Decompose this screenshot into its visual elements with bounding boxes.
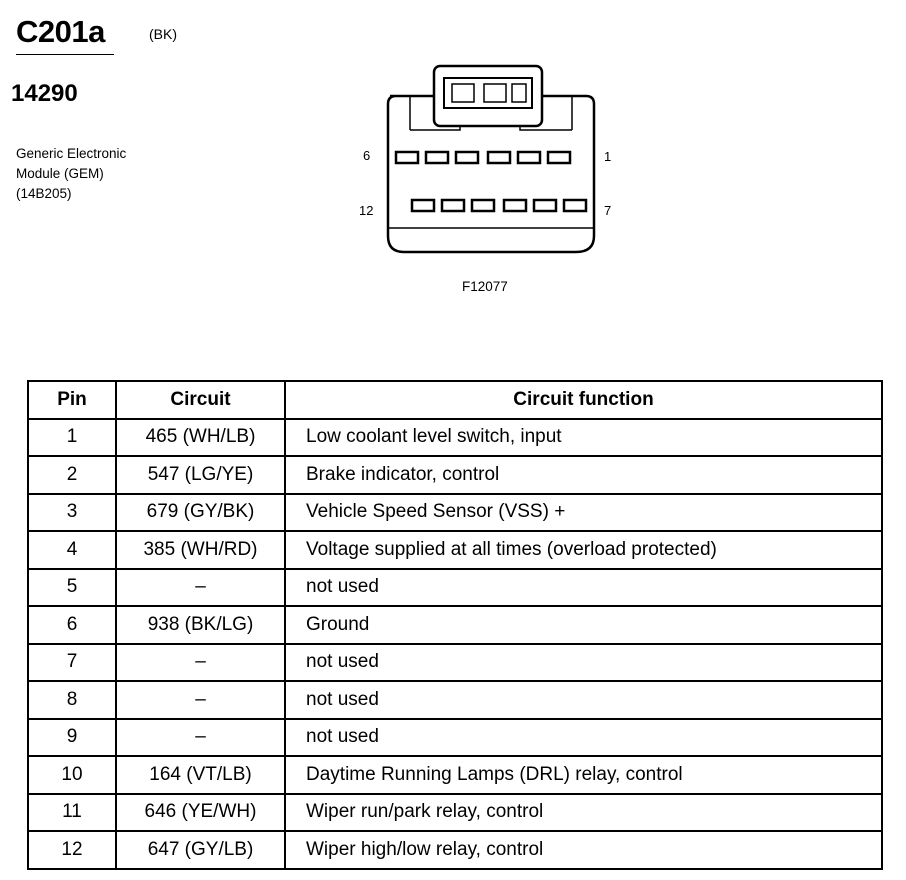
pin-cell: 5 — [28, 569, 116, 607]
pin-label-6: 6 — [363, 148, 371, 163]
table-row — [28, 456, 882, 494]
latch-slot-middle — [484, 84, 506, 102]
function-cell: Ground — [285, 606, 882, 644]
pin-cell: 1 — [28, 419, 116, 457]
part-number: 14290 — [11, 80, 78, 107]
function-cell: Low coolant level switch, input — [285, 419, 882, 457]
bottom-pin-row — [412, 200, 586, 211]
module-line-1: Generic Electronic — [16, 146, 127, 161]
circuit-cell: – — [116, 569, 285, 607]
header-circuit-function: Circuit function — [285, 381, 882, 419]
pin-cell: 7 — [28, 644, 116, 682]
table-row — [28, 794, 882, 832]
circuit-cell: 547 (LG/YE) — [116, 456, 285, 494]
pin-cell: 10 — [28, 756, 116, 794]
pin-label-12: 12 — [359, 203, 374, 218]
header-pin: Pin — [28, 381, 116, 419]
table-row — [28, 419, 882, 457]
pin-cell: 9 — [28, 719, 116, 757]
circuit-cell: 646 (YE/WH) — [116, 794, 285, 832]
function-cell: Brake indicator, control — [285, 456, 882, 494]
pin-label-7: 7 — [604, 203, 612, 218]
pin-label-1: 1 — [604, 149, 612, 164]
latch-slot-right — [512, 84, 526, 102]
module-line-2: Module (GEM) — [16, 166, 104, 181]
latch-slot-left — [452, 84, 474, 102]
pin-cell: 12 — [28, 831, 116, 869]
circuit-cell: 465 (WH/LB) — [116, 419, 285, 457]
circuit-cell: – — [116, 681, 285, 719]
function-cell: Vehicle Speed Sensor (VSS) + — [285, 494, 882, 532]
pin-cell: 8 — [28, 681, 116, 719]
function-cell: not used — [285, 681, 882, 719]
header-circuit: Circuit — [116, 381, 285, 419]
table-row — [28, 494, 882, 532]
title-underline — [16, 54, 114, 55]
connector-title: C201a — [16, 14, 105, 49]
function-cell: Wiper high/low relay, control — [285, 831, 882, 869]
function-cell: not used — [285, 719, 882, 757]
table-row — [28, 569, 882, 607]
top-pin-row — [396, 152, 570, 163]
pin-cell: 6 — [28, 606, 116, 644]
circuit-cell: 385 (WH/RD) — [116, 531, 285, 569]
table-row — [28, 681, 882, 719]
circuit-cell: 164 (VT/LB) — [116, 756, 285, 794]
circuit-cell: – — [116, 644, 285, 682]
pin-cell: 2 — [28, 456, 116, 494]
function-cell: not used — [285, 569, 882, 607]
pin-cell: 3 — [28, 494, 116, 532]
circuit-cell: 679 (GY/BK) — [116, 494, 285, 532]
latch-window — [444, 78, 532, 108]
pin-cell: 11 — [28, 794, 116, 832]
table-row — [28, 756, 882, 794]
table-header-row — [28, 381, 882, 419]
module-description — [16, 144, 126, 204]
table-row — [28, 644, 882, 682]
table-row — [28, 606, 882, 644]
function-cell: Daytime Running Lamps (DRL) relay, control — [285, 756, 882, 794]
function-cell: Voltage supplied at all times (overload protected) — [285, 531, 882, 569]
function-cell: Wiper run/park relay, control — [285, 794, 882, 832]
table-row — [28, 719, 882, 757]
module-line-3: (14B205) — [16, 186, 72, 201]
table-row — [28, 531, 882, 569]
pin-cell: 4 — [28, 531, 116, 569]
circuit-cell: 647 (GY/LB) — [116, 831, 285, 869]
table-row — [28, 831, 882, 869]
connector-face-diagram — [380, 60, 620, 260]
circuit-cell: 938 (BK/LG) — [116, 606, 285, 644]
function-cell: not used — [285, 644, 882, 682]
circuit-cell: – — [116, 719, 285, 757]
figure-id: F12077 — [462, 279, 508, 294]
connector-color-code: (BK) — [149, 26, 177, 42]
pinout-table — [27, 380, 883, 870]
